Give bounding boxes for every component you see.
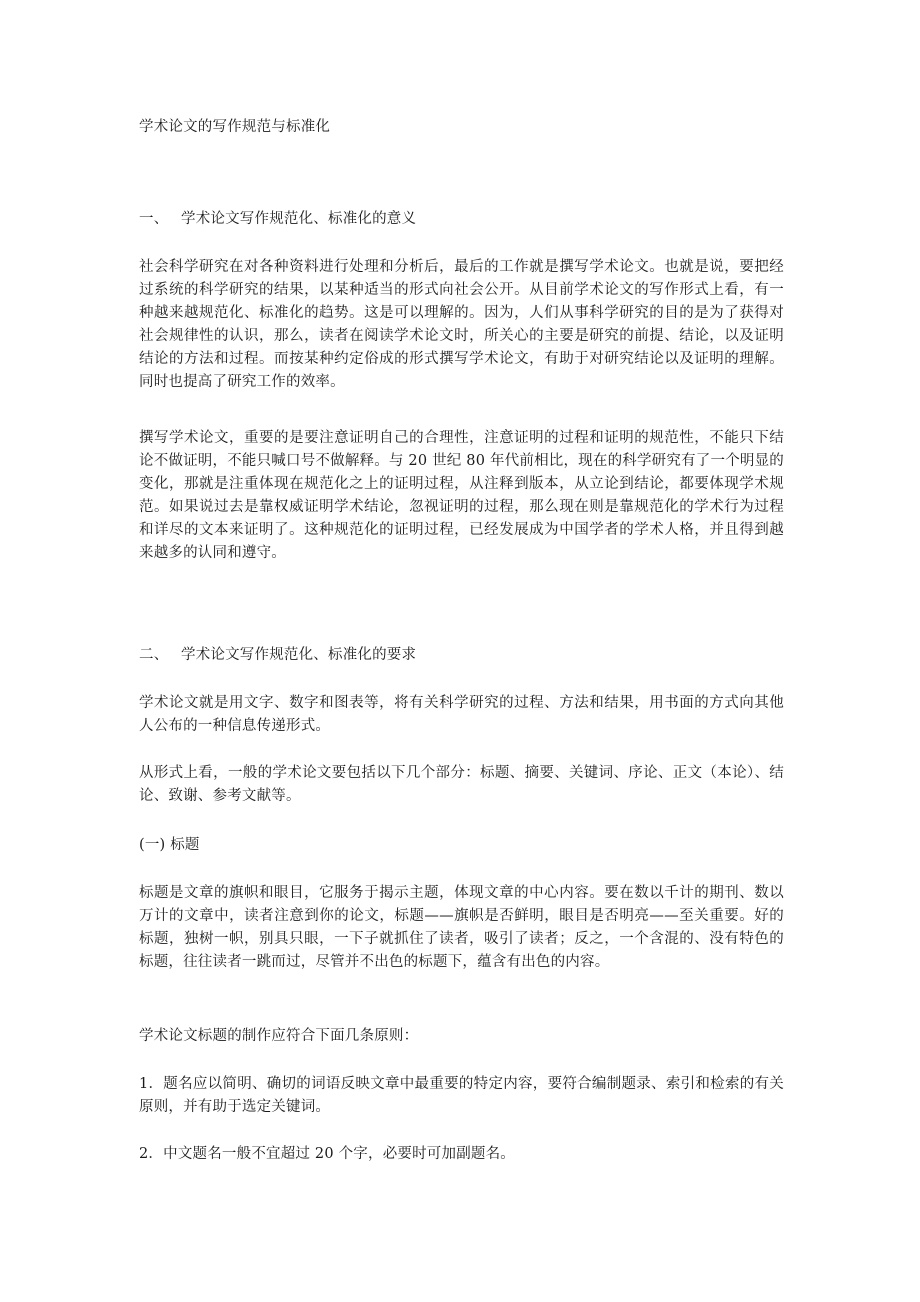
rule-item-2: 2．中文题名一般不宜超过 20 个字，必要时可加副题名。 (139, 1146, 515, 1162)
paragraph-2: 撰写学术论文，重要的是要注意证明自己的合理性，注意证明的过程和证明的规范性，不能只下结论不做证明，不能只喊口号不做解释。与 20 世纪 80 年代前相比，现在的科学研究有了一个明显的变化，那就是注重体现在规范化之上的证明过程，从注释到版本，从立论到结论，都要体现学术规范。如果说过去是靠权威证明学术结论，忽视证明的过程，那么现在则是靠规范化的学术行为过程和详尽的文本来证明了。这种规范化的证明过程，已经发展成为中国学者的学术人格，并且得到越来越多的认同和遵守。 (139, 430, 784, 561)
rule-item-1: 1．题名应以简明、确切的词语反映文章中最重要的特定内容，要符合编制题录、索引和检索的有关原则，并有助于选定关键词。 (139, 1076, 784, 1115)
paragraph-1: 社会科学研究在对各种资料进行处理和分析后，最后的工作就是撰写学术论文。也就是说，要把经过系统的科学研究的结果，以某种适当的形式向社会公开。从目前学术论文的写作形式上看，有一种越来越规范化、标准化的趋势。这是可以理解的。因为，人们从事科学研究的目的是为了获得对社会规律性的认识，那么，读者在阅读学术论文时，所关心的主要是研究的前提、结论，以及证明结论的方法和过程。而按某种约定俗成的形式撰写学术论文，有助于对研究结论以及证明的理解。同时也提高了研究工作的效率。 (139, 259, 784, 390)
section-heading-text-2: 学术论文写作规范化、标准化的要求 (181, 647, 417, 663)
section-number-1: 一、 (139, 211, 169, 227)
section-number-2: 二、 (139, 647, 169, 663)
subsection-heading-title: (一) 标题 (139, 837, 200, 853)
section-heading-2 (139, 644, 784, 667)
section-heading-1 (139, 208, 784, 231)
paragraph-4: 从形式上看，一般的学术论文要包括以下几个部分：标题、摘要、关键词、序论、正文（本论）、结论、致谢、参考文献等。 (139, 765, 784, 804)
document-title: 学术论文的写作规范与标准化 (139, 119, 331, 135)
paragraph-3: 学术论文就是用文字、数字和图表等，将有关科学研究的过程、方法和结果，用书面的方式向其他人公布的一种信息传递形式。 (139, 695, 784, 734)
paragraph-5: 标题是文章的旗帜和眼目，它服务于揭示主题，体现文章的中心内容。要在数以千计的期刊、数以万计的文章中，读者注意到你的论文，标题——旗帜是否鲜明，眼目是否明亮——至关重要。好的标题，独树一帜，别具只眼，一下子就抓住了读者，吸引了读者；反之，一个含混的、没有特色的标题，往往读者一跳而过，尽管并不出色的标题下，蕴含有出色的内容。 (139, 885, 784, 970)
paragraph-6: 学术论文标题的制作应符合下面几条原则： (139, 1028, 419, 1044)
section-heading-text-1: 学术论文写作规范化、标准化的意义 (181, 211, 417, 227)
